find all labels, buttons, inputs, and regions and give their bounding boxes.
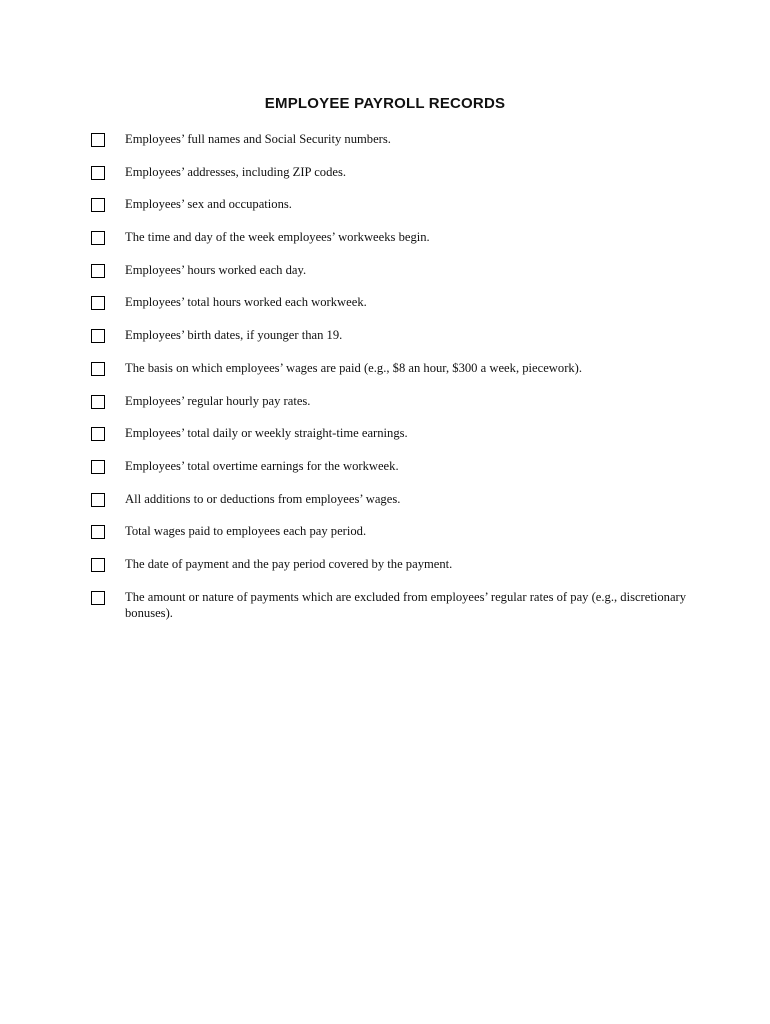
checklist-item: [91, 261, 691, 294]
checkbox-sex-occupations[interactable]: [91, 198, 105, 212]
checkbox-additions-deductions[interactable]: [91, 493, 105, 507]
checkbox-wage-basis[interactable]: [91, 362, 105, 376]
checklist-item-label: All additions to or deductions from employees’ wages.: [125, 491, 401, 506]
payroll-checklist: [91, 130, 691, 636]
checkbox-full-names-ssn[interactable]: [91, 133, 105, 147]
checkbox-total-hours-workweek[interactable]: [91, 296, 105, 310]
checkbox-overtime-earnings[interactable]: [91, 460, 105, 474]
checklist-item: [91, 490, 691, 523]
checklist-item: [91, 130, 691, 163]
checklist-item: [91, 588, 691, 636]
checklist-item-label: Employees’ hours worked each day.: [125, 262, 307, 277]
checklist-item: [91, 555, 691, 588]
page-title: EMPLOYEE PAYROLL RECORDS: [264, 95, 506, 112]
checkbox-hours-each-day[interactable]: [91, 264, 105, 278]
checklist-item-label: Employees’ total daily or weekly straight-time earnings.: [125, 426, 408, 441]
checklist-item: [91, 293, 691, 326]
checklist-item-label: Employees’ full names and Social Security numbers.: [125, 132, 391, 146]
checklist-item-label: Employees’ addresses, including ZIP codes.: [125, 164, 347, 179]
checklist-item-label: Employees’ total hours worked each workweek.: [125, 295, 367, 310]
checkbox-total-wages-paid[interactable]: [91, 525, 105, 539]
checklist-item: [91, 359, 691, 392]
checklist-item: [91, 457, 691, 490]
checkbox-excluded-payments[interactable]: [91, 591, 105, 605]
checklist-item-label: Employees’ total overtime earnings for the workweek.: [125, 458, 399, 473]
checklist-item: [91, 228, 691, 261]
checklist-item-label: Employees’ sex and occupations.: [125, 197, 292, 212]
checklist-item-label: Employees’ regular hourly pay rates.: [125, 393, 311, 408]
checklist-item: [91, 326, 691, 359]
checklist-item: [91, 195, 691, 228]
checklist-item-label: The amount or nature of payments which are excluded from employees’ regular rates of pay (e.g., discretionary bonuses).: [125, 589, 687, 620]
checkbox-workweek-begin[interactable]: [91, 231, 105, 245]
checkbox-straight-time-earnings[interactable]: [91, 427, 105, 441]
checklist-item: [91, 424, 691, 457]
checklist-item: [91, 392, 691, 425]
checklist-item-label: Employees’ birth dates, if younger than 19.: [125, 328, 343, 343]
checkbox-birth-dates[interactable]: [91, 329, 105, 343]
checklist-item-label: The basis on which employees’ wages are paid (e.g., $8 an hour, $300 a week, piecework).: [125, 360, 583, 375]
checkbox-addresses[interactable]: [91, 166, 105, 180]
checklist-item-label: The date of payment and the pay period covered by the payment.: [125, 556, 453, 571]
checklist-item: [91, 163, 691, 196]
checkbox-regular-hourly-rates[interactable]: [91, 395, 105, 409]
checklist-item-label: The time and day of the week employees’ workweeks begin.: [125, 230, 430, 245]
checklist-item: [91, 522, 691, 555]
checkbox-payment-date-period[interactable]: [91, 558, 105, 572]
checklist-item-label: Total wages paid to employees each pay period.: [125, 524, 367, 539]
